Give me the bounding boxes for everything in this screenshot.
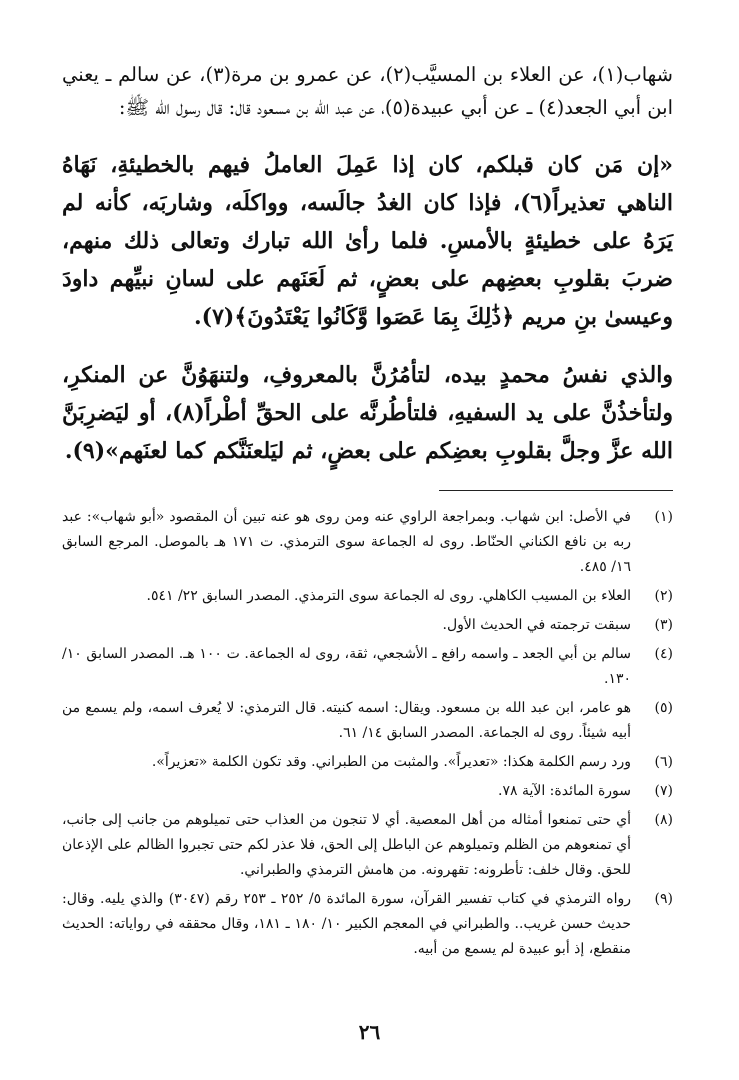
footnote-number: (٨) xyxy=(654,812,673,828)
footnote-4 xyxy=(62,642,673,692)
footnote-9 xyxy=(62,887,673,962)
footnote-text: سالم بن أبي الجعد ـ واسمه رافع ـ الأشجعي، ثقة، روى له الجماعة. ت ١٠٠ هـ. المصدر السابق ١٠/ ١٣٠. xyxy=(62,646,632,687)
footnote-6 xyxy=(62,750,673,775)
footnote-text: سبقت ترجمته في الحديث الأول. xyxy=(442,617,631,633)
footnote-text: ورد رسم الكلمة هكذا: «تعديراً». والمثبت من الطبراني. وقد تكون الكلمة «تعزيراً». xyxy=(151,754,631,770)
footnote-text: العلاء بن المسيب الكاهلي. روى له الجماعة سوى الترمذي. المصدر السابق ٢٢/ ٥٤١. xyxy=(146,588,631,604)
footnote-8 xyxy=(62,808,673,883)
footnote-text: هو عامر، ابن عبد الله بن مسعود. ويقال: اسمه كنيته. قال الترمذي: لا يُعرف اسمه، ولم يسمع من أبيه شيئاً. روى له الجماعة. المصدر السابق ١٤/ ٦١. xyxy=(62,700,631,741)
isnad-intro: شهاب(١)، عن العلاء بن المسيَّب(٢)، عن عمرو بن مرة(٣)، عن سالم ـ يعني ابن أبي الجعد(٤) ـ عن أبي عبيدة(٥)، عن عبد الله بن مسعود قال: قال رسول الله ﷺ: xyxy=(62,63,673,119)
footnote-5 xyxy=(62,696,673,746)
footnote-text: أي حتى تمنعوا أمثاله من أهل المعصية. أي لا تنجون من العذاب حتى تميلوهم من جانب إلى جانب، أي تمنعوهم من الظلم وتميلوهم عن الباطل إلى الحق، فلا عذر لكم حتى تجبروا الظالم على الإذعان للحق. وقال خلف: تأطرونه: تقهرونه. من هامش الترمذي والطبراني. xyxy=(62,812,631,878)
hadith-paragraph-1: «إن مَن كان قبلكم، كان إذا عَمِلَ العاملُ فيهم بالخطيئةِ، نَهَاهُ الناهي تعذيراً(٦)، فإذا كان الغدُ جالَسه، وواكلَه، وشاربَه، كأنه لم يَرَهُ على خطيئةٍ بالأمسِ. فلما رأىٰ الله تبارك وتعالى ذلك منهم، ضربَ بقلوبِ بعضِهم على بعضٍ، ثم لَعَنَهم على لسانِ نبيِّهم داودَ وعيسىٰ بنِ مريم ﴿ذَٰلِكَ بِمَا عَصَوا وَّكَانُوا يَعْتَدُونَ﴾(٧). xyxy=(62,152,673,330)
footnote-number: (٦) xyxy=(654,754,673,770)
hadith-paragraph-2: والذي نفسُ محمدٍ بيده، لتأمُرُنَّ بالمعروفِ، ولتنهَوُنَّ عن المنكرِ، ولتأخذُنَّ على يد السفيهِ، فلتأطُرنَّه على الحقِّ أطْراً(٨)، أو ليَضرِبَنَّ الله عزَّ وجلَّ بقلوبِ بعضِكم على بعضٍ، ثم ليَلعنَنَّكم كما لعنَهم»(٩). xyxy=(62,362,673,464)
footnote-text: سورة المائدة: الآية ٧٨. xyxy=(498,783,631,799)
footnote-text: رواه الترمذي في كتاب تفسير القرآن، سورة المائدة ٥/ ٢٥٢ ـ ٢٥٣ رقم (٣٠٤٧) والذي يليه. وقال: حديث حسن غريب.. والطبراني في المعجم الكبير ١٠/ ١٨٠ ـ ١٨١، وقال محققه في رواياته: الحديث منقطع، إذ أبو عبيدة لم يسمع من أبيه. xyxy=(62,891,631,957)
footnote-text: في الأصل: ابن شهاب. وبمراجعة الراوي عنه ومن روى هو عنه تبين أن المقصود «أبو شهاب»: عبد ربه بن نافع الكناني الحنّاط. روى له الجماعة سوى الترمذي. ت ١٧١ هـ بالموصل. المرجع السابق ١٦/ ٤٨٥. xyxy=(62,509,631,575)
footnote-number: (٧) xyxy=(654,783,673,799)
footnote-number: (٤) xyxy=(654,646,673,662)
footnote-2 xyxy=(62,584,673,609)
page-number: ٢٦ xyxy=(358,1020,381,1044)
footnotes-list xyxy=(62,505,673,962)
footnote-7 xyxy=(62,779,673,804)
footnote-number: (١) xyxy=(654,509,673,525)
footnote-number: (٣) xyxy=(654,617,673,633)
footnote-number: (٩) xyxy=(654,891,673,907)
footnote-number: (٥) xyxy=(654,700,673,716)
footnote-1 xyxy=(62,505,673,580)
footnote-number: (٢) xyxy=(654,588,673,604)
footnote-3 xyxy=(62,613,673,638)
footnote-divider xyxy=(439,490,673,491)
